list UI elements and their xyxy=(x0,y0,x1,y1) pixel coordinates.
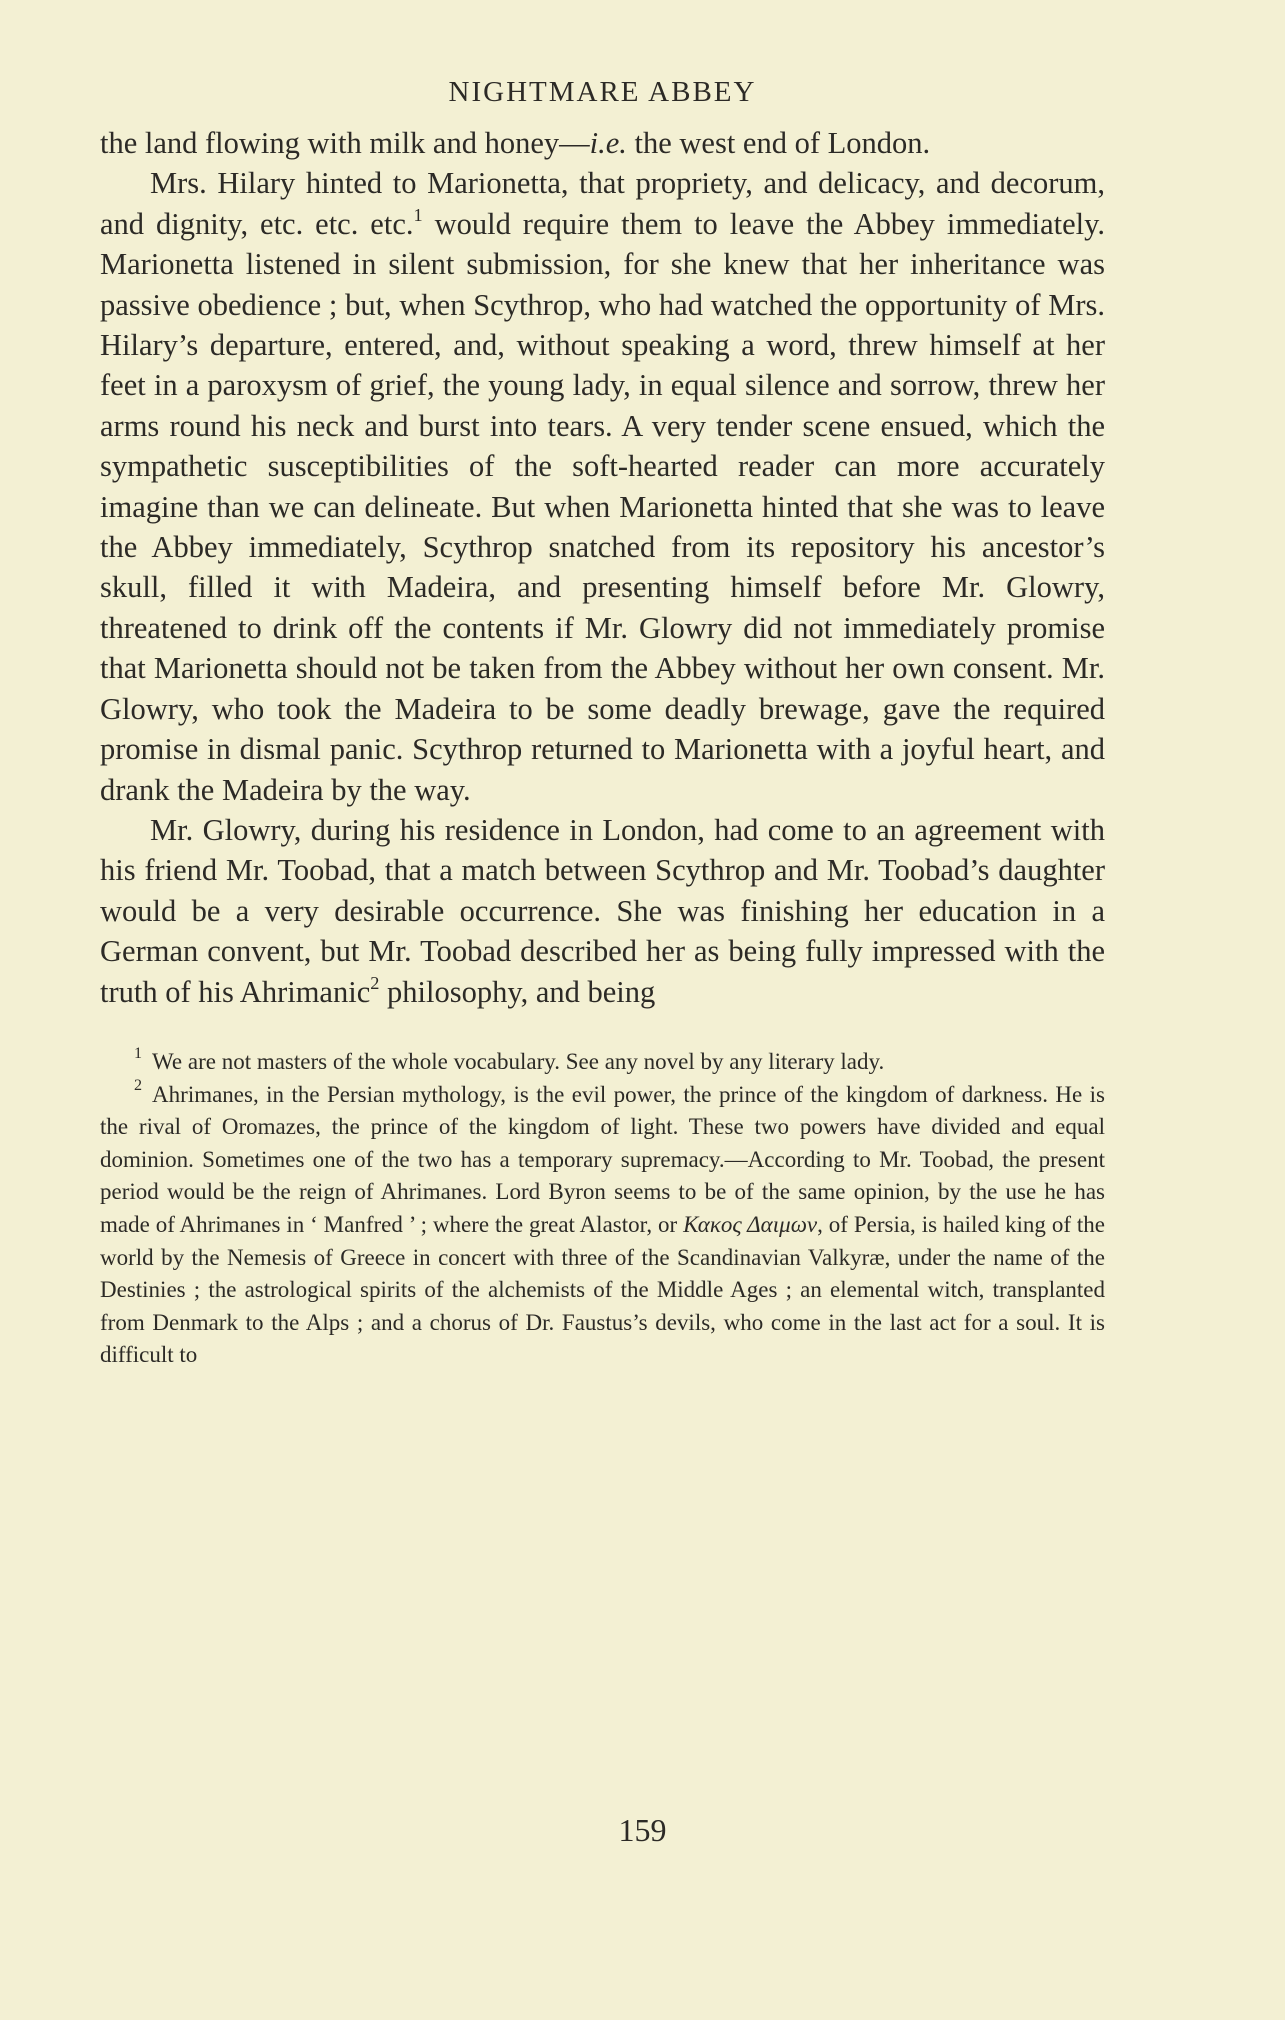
footnotes xyxy=(100,1046,1105,1372)
footnote-ref-1: 1 xyxy=(413,205,423,226)
book-page xyxy=(100,76,1105,1372)
paragraph-3-part-b: philosophy, and being xyxy=(379,974,656,1009)
paragraph-2-part-b: would require them to leave the Abbey immediately. Marionetta listened in silent submission, for she knew that her inheritance was passive obedience ; but, when Scythrop, who had watched the opportunity of Mrs. Hilary’s departure, entered, and, without speaking a word, threw himself at her feet in a paroxysm of grief, the young lady, in equal silence and sorrow, threw her arms round his neck and burst into tears. A very tender scene ensued, which the sympathetic susceptibilities of the soft-hearted reader can more accurately imagine than we can delineate. But when Marionetta hinted that she was to leave the Abbey immediately, Scythrop snatched from its repository his ancestor’s skull, filled it with Madeira, and presenting himself before Mr. Glowry, threatened to drink off the contents if Mr. Glowry did not immediately promise that Marionetta should not be taken from the Abbey without her own consent. Mr. Glowry, who took the Madeira to be some deadly brewage, gave the required promise in dismal panic. Scythrop returned to Marionetta with a joyful heart, and drank the Madeira by the way. xyxy=(100,206,1105,807)
running-title: NIGHTMARE ABBEY xyxy=(448,76,757,108)
footnote-1 xyxy=(100,1046,1105,1079)
footnote-2-part-a: Ahrimanes, in the Persian mythology, is the evil power, the prince of the kingdom of darkness. He is the rival of Oromazes, the prince of the kingdom of light. These two powers have divided and equal dominion. Sometimes one of the two has a temporary supremacy.—According to Mr. Toobad, the present period would be the reign of Ahrimanes. Lord Byron seems to be of the same opinion, by the use he has made of Ahrimanes in ‘ Manfred ’ ; where the great Alastor, or xyxy=(100,1081,1105,1237)
paragraph-2-part-a: Mrs. Hilary hinted to Marionetta, that propriety, and delicacy, and decorum, and dignity, etc. etc. etc. xyxy=(100,166,1105,241)
paragraph-1-text: the land flowing with milk and honey— xyxy=(100,126,590,160)
footnote-1-text: We are not masters of the whole vocabulary. See any novel by any literary lady. xyxy=(152,1048,885,1074)
paragraph-1 xyxy=(100,123,1105,163)
paragraph-3 xyxy=(100,810,1105,1012)
page-number: 159 xyxy=(618,1812,667,1848)
footnote-1-marker: 1 xyxy=(134,1044,143,1062)
paragraph-1-tail: the west end of London. xyxy=(626,126,931,160)
footnote-ref-2: 2 xyxy=(370,972,380,993)
paragraph-2 xyxy=(100,163,1105,810)
ie-abbreviation: i.e. xyxy=(589,126,627,160)
main-text xyxy=(100,123,1105,1012)
paragraph-3-part-a: Mr. Glowry, during his residence in London, had come to an agreement with his friend Mr. Toobad, that a match between Scythrop and Mr. Toobad’s daughter would be a very desirable occurrence. She was finishing her education in a German convent, but Mr. Toobad described her as being fully impressed with the truth of his Ahrimanic xyxy=(100,812,1105,1009)
greek-phrase: Κακος Δαιμων xyxy=(683,1211,818,1237)
footnote-2-marker: 2 xyxy=(134,1077,143,1095)
footnote-2-part-b: , of Persia, is hailed king of the world by the Nemesis of Greece in concert with three of the Scandinavian Valkyræ, under the name of the Destinies ; the astrological spirits of the alchemists of the Middle Ages ; an elemental witch, transplanted from Denmark to the Alps ; and a chorus of Dr. Faustus’s devils, who come in the last act for a soul. It is difficult to xyxy=(100,1211,1105,1368)
footnote-2 xyxy=(100,1079,1105,1372)
